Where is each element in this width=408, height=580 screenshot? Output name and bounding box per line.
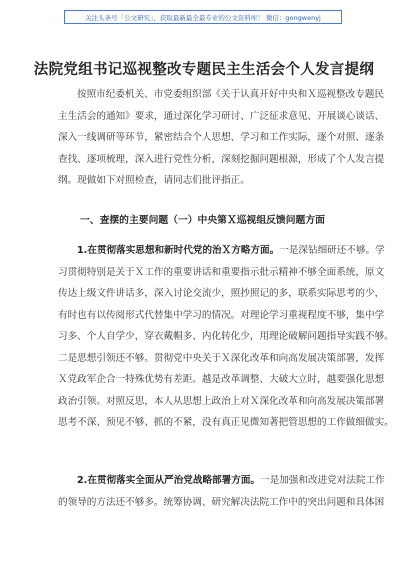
item1-lead-rest: 一是深钻细研还不够。学 [279, 245, 385, 256]
text-line: 二是思想引领还不够。贯彻党中央关于Ｘ深化改革和向高发展决策部署，发挥 [58, 352, 385, 364]
text-line: 按照市纪委机关、市党委组织部《关于认真开好中央和Ｘ巡视整改专题民 [77, 89, 384, 100]
text-line: 传达上级文件讲话多，深入讨论交流少，照抄照记的多，联系实际思考的少， [58, 288, 385, 299]
item1-paragraph [58, 240, 394, 434]
text-line: 有时也有以传阅形式代替集中学习的情况。对理论学习重视程度不够，集中学 [58, 309, 385, 321]
item2-lead-rest: 一是加强和改进党对法院工作 [260, 475, 385, 486]
text-line: 习多、个人自学少，穿衣戴帽多、内化转化少，用理论破解问题指导实践不够。 [58, 331, 394, 342]
text-line [58, 470, 385, 492]
text-line: 政治引领。对照反思，本人从思想上政治上对Ｘ深化改革和向高发展决策部署 [58, 395, 385, 407]
text-line [58, 240, 385, 262]
item2-lead: 2.在贯彻落实全面从严治党战略部署方面。 [77, 475, 261, 486]
document-title: 法院党组书记巡视整改专题民主生活会个人发言提纲 [33, 62, 375, 78]
text-line: 主生活会的通知》要求，通过深化学习研讨、广泛征求意见、开展谈心谈话、 [58, 110, 385, 122]
text-line: 查找、逐项梳理，深入进行党性分析，深刻挖掘问题根源，形成了个人发言提 [58, 153, 385, 165]
header-banner: 关注头条号「公文研究」，获取最新最全最专业的公文资料库！ 微信：gongwenyj [64, 10, 342, 24]
intro-paragraph [58, 84, 385, 192]
text-line: 习贯彻特别是关于Ｘ工作的重要讲话和重要指示批示精神不够全面系统，原文 [58, 266, 385, 278]
text-line: Ｘ党政军企合一特殊优势有差距。越是改革调整、大破大立时，越要强化思想 [58, 374, 385, 385]
text-line: 纲。现做如下对照检查，请同志们批评指正。 [58, 175, 250, 186]
item1-lead: 1.在贯彻落实思想和新时代党的治Ｘ方略方面。 [77, 245, 280, 256]
item2-paragraph [58, 470, 385, 513]
text-line: 深入一线调研等环节，紧密结合个人思想、学习和工作实际，逐个对照、逐条 [58, 132, 385, 143]
text-line: 思考不深、预见不够、抓的不紧，没有真正见微知著把管思想的工作做细做实。 [58, 417, 394, 428]
text-line: 的领导的方法还不够多。统筹协调、研究解决法院工作中的突出问题和具体困 [58, 496, 385, 508]
section-heading: 一、查摆的主要问题（一）中央第Ｘ巡视组反馈问题方面 [80, 215, 325, 226]
